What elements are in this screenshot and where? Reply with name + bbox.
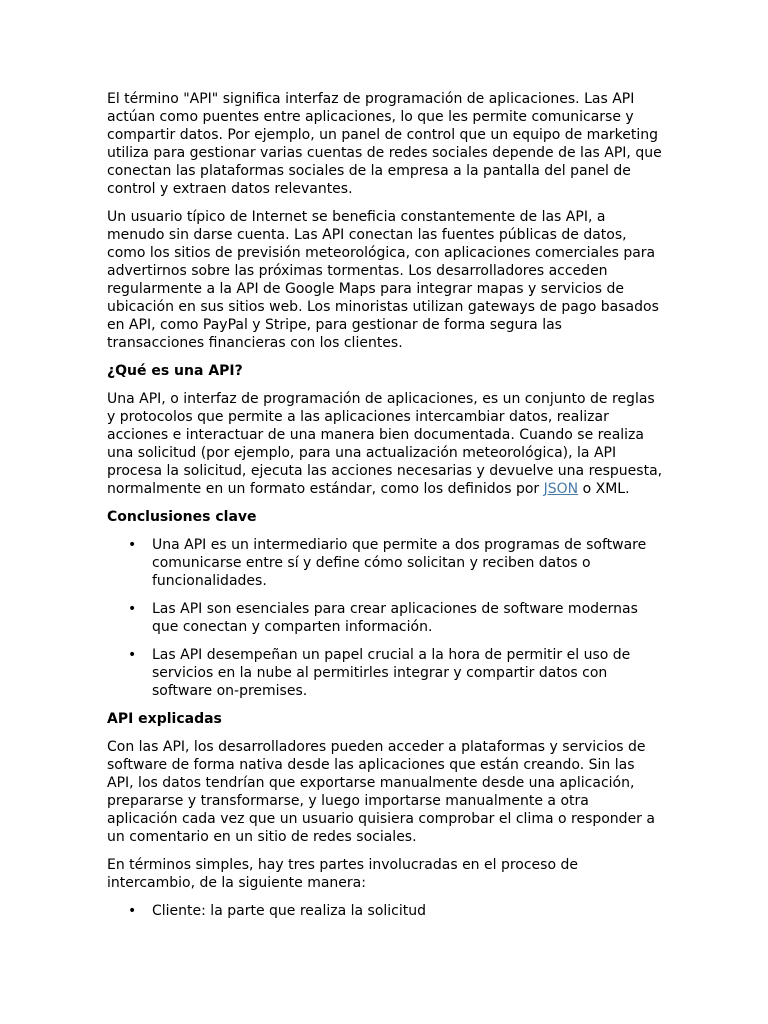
intro-paragraph-1: El término "API" significa interfaz de programación de aplicaciones. Las API actúan como puentes entre aplicaciones, lo que les permite comunicarse y compartir datos. Por ejemplo, un panel de control que un equipo de marketing utiliza para gestionar varias cuentas de redes sociales depende de las API, que conectan las plataformas sociales de la empresa a la pantalla del panel de control y extraen datos relevantes. — [107, 91, 662, 197]
api-explained-paragraph-1: Con las API, los desarrolladores pueden acceder a plataformas y servicios de software de forma nativa desde las aplicaciones que están creando. Sin las API, los datos tendrían que exportarse manualmente desde una aplicación, prepararse y transformarse, y luego importarse manualmente a otra aplicación cada vez que un usuario quisiera comprobar el clima o responder a un comentario en un sitio de redes sociales. — [107, 739, 655, 845]
list-item — [107, 902, 663, 920]
key-takeaways-heading: Conclusiones clave — [107, 509, 257, 525]
what-is-api-paragraph — [107, 390, 663, 498]
list-item-text: Una API es un intermediario que permite a dos programas de software comunicarse entre sí y define cómo solicitan y reciben datos o funcionalidades. — [152, 537, 647, 589]
what-is-api-text: Una API, o interfaz de programación de aplicaciones, es un conjunto de reglas y protocolos que permite a las aplicaciones intercambiar datos, realizar acciones e interactuar de una manera bien documentada. Cuando se realiza una solicitud (por ejemplo, para una actualización meteorológica), la API procesa la solicitud, ejecuta las acciones necesarias y devuelve una respuesta, normalmente en un formato estándar, como los definidos por — [107, 391, 663, 497]
list-item-text: Las API son esenciales para crear aplicaciones de software modernas que conectan y comparten información. — [152, 601, 638, 635]
api-explained-paragraph-2: En términos simples, hay tres partes involucradas en el proceso de intercambio, de la siguiente manera: — [107, 857, 578, 891]
document-page — [107, 90, 663, 930]
list-item — [107, 646, 663, 700]
list-item — [107, 536, 663, 590]
list-item-text: Las API desempeñan un papel crucial a la hora de permitir el uso de servicios en la nube al permitirles integrar y compartir datos con software on-premises. — [152, 647, 631, 699]
key-takeaways-list — [107, 536, 663, 700]
bullet-icon: • — [128, 647, 137, 663]
bullet-icon: • — [128, 903, 137, 919]
api-explained-heading: API explicadas — [107, 711, 222, 727]
list-item — [107, 600, 663, 636]
bullet-icon: • — [128, 601, 137, 617]
json-link[interactable]: JSON — [543, 481, 579, 497]
bullet-icon: • — [128, 537, 137, 553]
what-is-api-heading: ¿Qué es una API? — [107, 363, 243, 379]
what-is-api-text-end: o XML. — [578, 481, 630, 497]
intro-paragraph-2: Un usuario típico de Internet se beneficia constantemente de las API, a menudo sin darse cuenta. Las API conectan las fuentes públicas de datos, como los sitios de previsión meteorológica, con aplicaciones comerciales para advertirnos sobre las próximas tormentas. Los desarrolladores acceden regularmente a la API de Google Maps para integrar mapas y servicios de ubicación en sus sitios web. Los minoristas utilizan gateways de pago basados en API, como PayPal y Stripe, para gestionar de forma segura las transacciones financieras con los clientes. — [107, 209, 659, 351]
parties-list — [107, 902, 663, 920]
list-item-text: Cliente: la parte que realiza la solicitud — [152, 903, 427, 919]
